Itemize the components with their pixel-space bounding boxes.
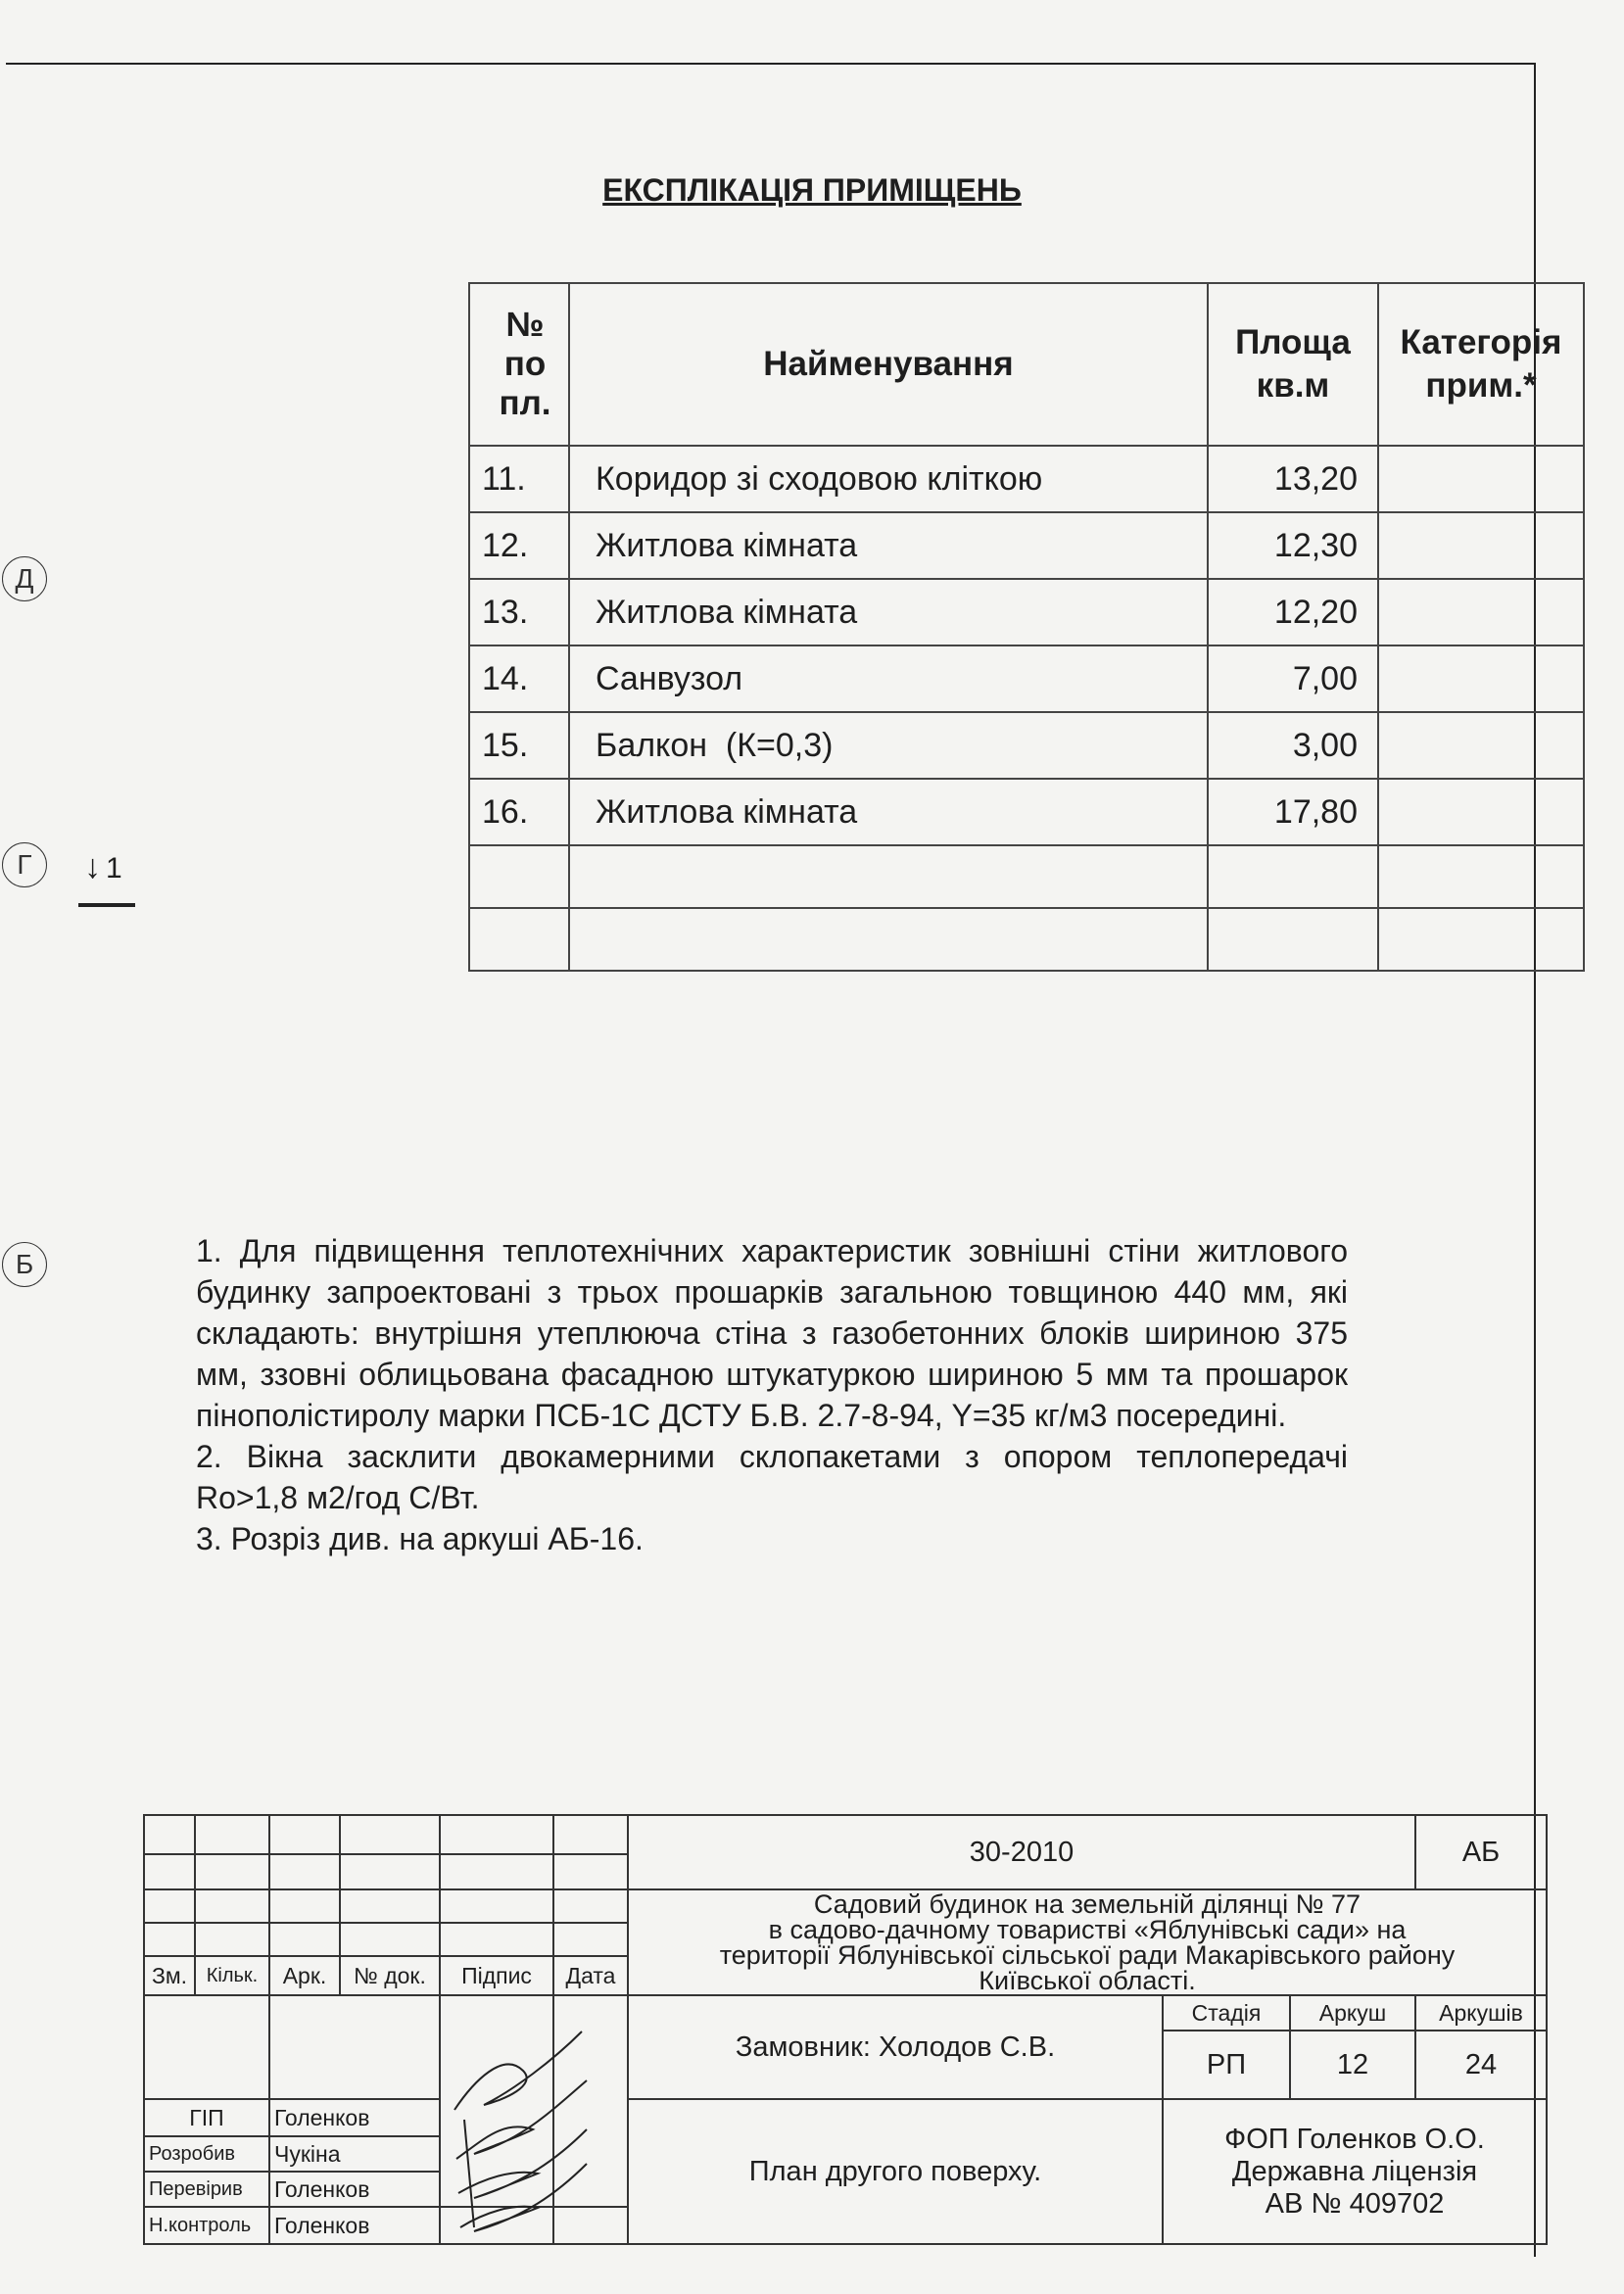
section-number: 1: [106, 852, 122, 884]
sheets-value: 24: [1415, 2031, 1547, 2099]
table-header-row: [469, 283, 1584, 446]
signature-icon: [445, 1992, 592, 2237]
col-header-num: № по пл.: [469, 283, 569, 446]
staff-role: Н.контроль: [144, 2207, 269, 2244]
axis-marker-g: Г: [2, 842, 47, 887]
project-line: Київської області.: [979, 1966, 1196, 1995]
row-name: Житлова кімната: [569, 512, 1208, 579]
table-row: [469, 712, 1584, 779]
col-ark: Арк.: [269, 1956, 340, 1995]
col-doc: № док.: [340, 1956, 440, 1995]
stage-value: РП: [1163, 2031, 1290, 2099]
row-category: [1378, 645, 1584, 712]
sheet-title: План другого поверху.: [628, 2099, 1163, 2244]
signatures: [440, 1995, 553, 2207]
col-zm: Зм.: [144, 1956, 195, 1995]
row-num: 15.: [469, 712, 569, 779]
row-num: 12.: [469, 512, 569, 579]
col-header-category: Категорія прим.*: [1378, 283, 1584, 446]
sheets-label: Аркушів: [1415, 1995, 1547, 2031]
staff-role: Перевірив: [144, 2172, 269, 2207]
col-date: Дата: [553, 1956, 628, 1995]
project-name: [628, 1889, 1547, 1995]
note-3: 3. Розріз див. на аркуші АБ-16.: [196, 1521, 644, 1556]
page-title: ЕКСПЛІКАЦІЯ ПРИМІЩЕНЬ: [602, 172, 1022, 208]
table-row: [469, 579, 1584, 645]
staff-name: Голенков: [269, 2207, 440, 2244]
project-mark: АБ: [1415, 1815, 1547, 1889]
axis-marker-d: Д: [2, 556, 47, 601]
notes: [196, 1230, 1348, 1559]
staff-role: Розробив: [144, 2136, 269, 2172]
row-category: [1378, 779, 1584, 845]
org-line: Державна ліцензія: [1231, 2155, 1478, 2187]
row-area: 17,80: [1208, 779, 1378, 845]
arrow-down-icon: ↓: [84, 848, 101, 885]
stage-label: Стадія: [1163, 1995, 1290, 2031]
organization: [1163, 2099, 1547, 2244]
project-code: 30-2010: [628, 1815, 1415, 1889]
project-line: в садово-дачному товаристві «Яблунівські сади» на: [768, 1915, 1407, 1944]
staff-name: Голенков: [269, 2172, 440, 2207]
note-2: 2. Вікна засклити двокамерними склопакетами з опором теплопередачі Ro>1,8 м2/год С/Вт.: [196, 1439, 1348, 1515]
row-area: 3,00: [1208, 712, 1378, 779]
row-category: [1378, 446, 1584, 512]
rooms-table: [468, 282, 1585, 972]
row-name: Житлова кімната: [569, 579, 1208, 645]
row-num: 16.: [469, 779, 569, 845]
row-num: 13.: [469, 579, 569, 645]
org-line: ФОП Голенков О.О.: [1224, 2123, 1485, 2155]
table-row: [469, 645, 1584, 712]
row-area: 12,20: [1208, 579, 1378, 645]
table-row: [469, 779, 1584, 845]
row-name: Балкон (К=0,3): [569, 712, 1208, 779]
staff-role: ГІП: [144, 2099, 269, 2136]
row-area: 13,20: [1208, 446, 1378, 512]
project-line: території Яблунівської сільської ради Макарівського району: [719, 1940, 1456, 1970]
row-area: 12,30: [1208, 512, 1378, 579]
table-row: [469, 446, 1584, 512]
customer: Замовник: Холодов С.В.: [628, 1995, 1163, 2099]
section-line: [78, 903, 135, 907]
project-line: Садовий будинок на земельній ділянці № 77: [813, 1889, 1361, 1919]
axis-marker-b: Б: [2, 1242, 47, 1287]
org-line: АВ № 409702: [1265, 2187, 1445, 2220]
row-category: [1378, 579, 1584, 645]
table-row: [469, 512, 1584, 579]
sheet-value: 12: [1290, 2031, 1415, 2099]
table-row-empty: [469, 845, 1584, 908]
sheet-label: Аркуш: [1290, 1995, 1415, 2031]
row-category: [1378, 712, 1584, 779]
staff-name: Чукіна: [269, 2136, 440, 2172]
row-category: [1378, 512, 1584, 579]
row-num: 14.: [469, 645, 569, 712]
title-block: [143, 1814, 1548, 2245]
col-header-name: Найменування: [569, 283, 1208, 446]
row-area: 7,00: [1208, 645, 1378, 712]
col-header-area: Площа кв.м: [1208, 283, 1378, 446]
col-kilk: Кільк.: [195, 1956, 269, 1995]
row-name: Санвузол: [569, 645, 1208, 712]
row-num: 11.: [469, 446, 569, 512]
col-sign: Підпис: [440, 1956, 553, 1995]
row-name: Коридор зі сходовою кліткою: [569, 446, 1208, 512]
note-1: 1. Для підвищення теплотехнічних характеристик зовнішні стіни житлового будинку запроектовані з трьох прошарків загальною товщиною 440 мм, які складають: внутрішня утеплююча стіна з газобетонних блоків шириною 375 мм, ззовні облицьована фасадною штукатуркою шириною 5 мм та прошарок пінополістиролу марки ПСБ-1С ДСТУ Б.В. 2.7-8-94, Y=35 кг/м3 посередині.: [196, 1233, 1348, 1433]
row-name: Житлова кімната: [569, 779, 1208, 845]
table-row-empty: [469, 908, 1584, 971]
staff-name: Голенков: [269, 2099, 440, 2136]
